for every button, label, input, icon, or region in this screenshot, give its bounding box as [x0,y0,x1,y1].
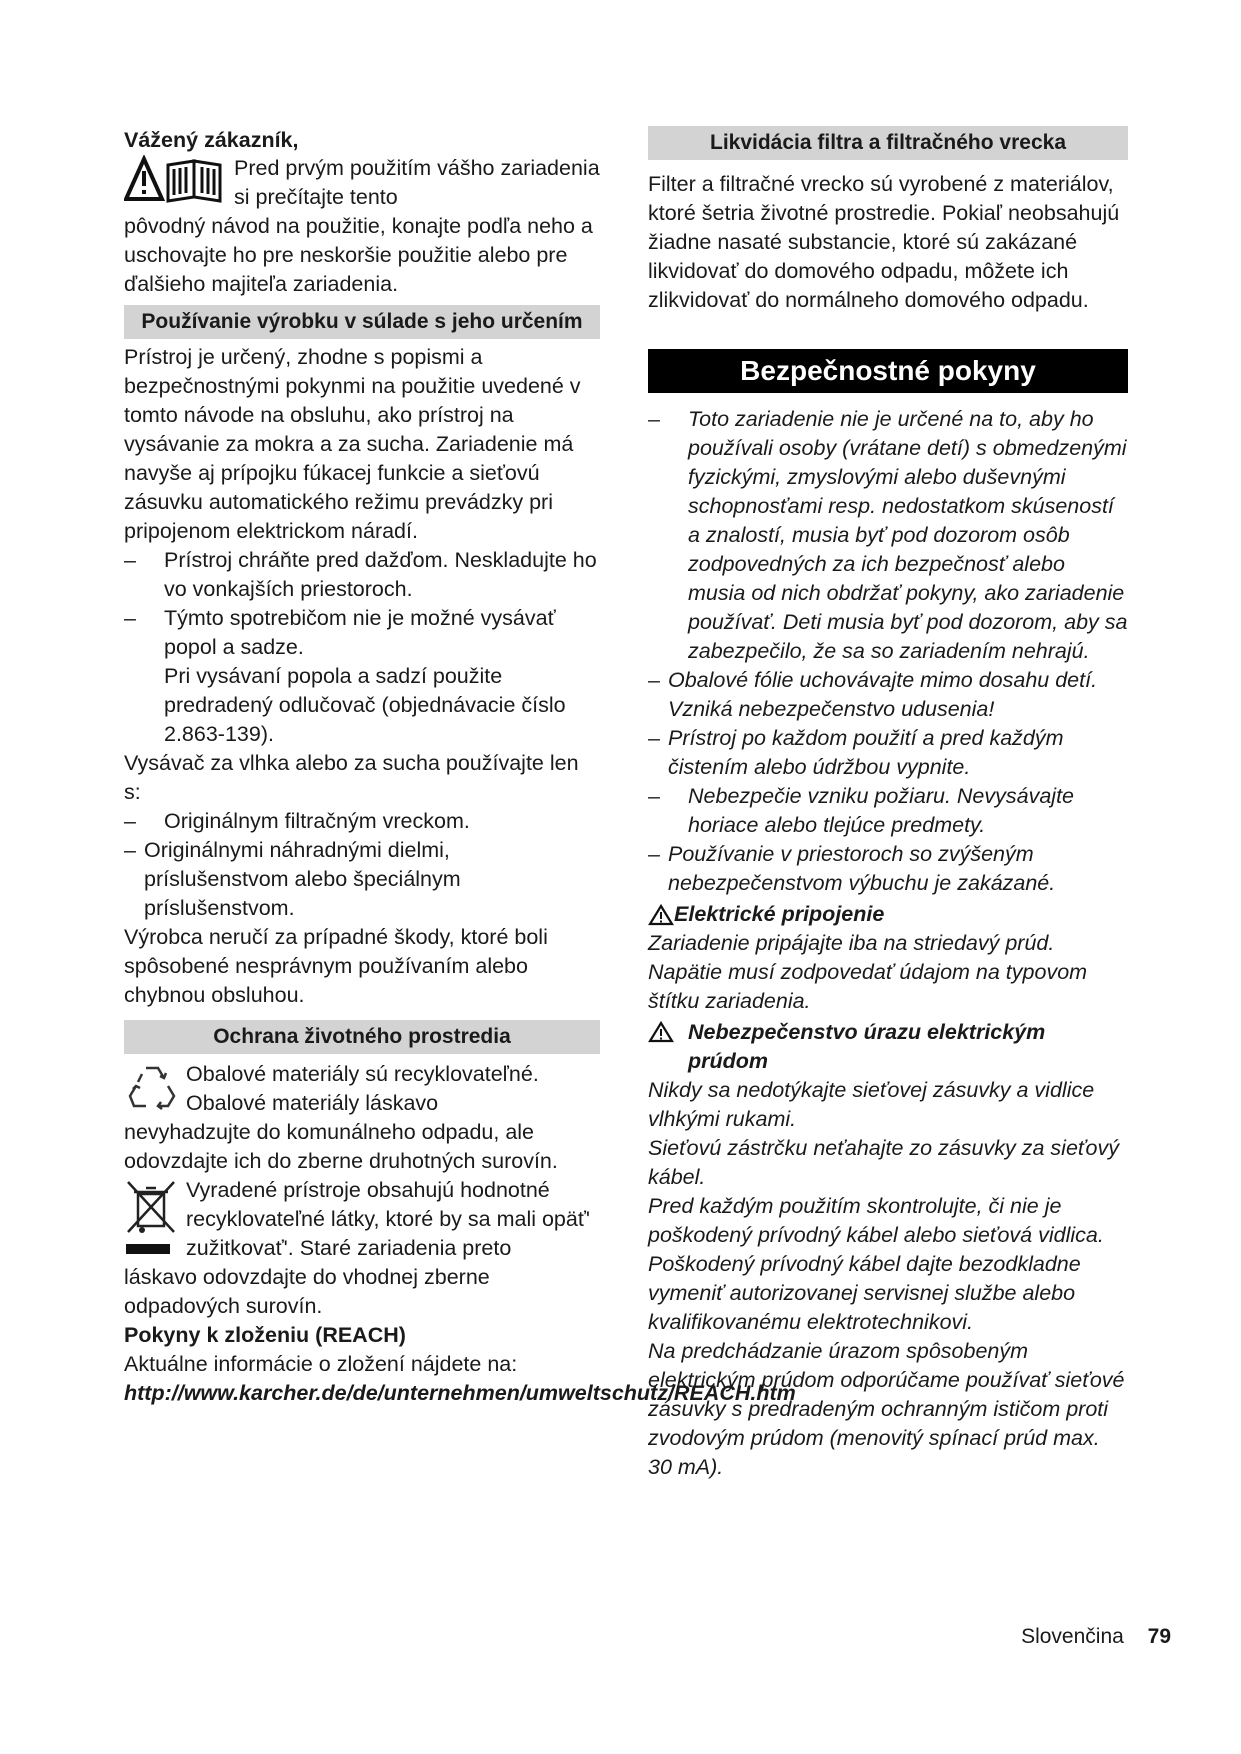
section-title-intended-use: Používanie výrobku v súlade s jeho určením [124,305,600,339]
warning-triangle-icon [648,904,674,926]
electrical-heading [648,900,1128,929]
shock-p2: Sieťovú zástrčku neťahajte zo zásuvky za sieťový kábel. [648,1136,1119,1189]
safety-item [648,724,1128,782]
list-dash: – [648,668,660,692]
right-column [648,126,1128,1482]
safety-item [648,782,1128,840]
section-title-environment: Ochrana životného prostredia [124,1020,600,1054]
list-item-extra: Pri vysávaní popola a sadzí použite predradený odlučovač (objednávacie číslo 2.863-139). [164,664,566,746]
crossed-bin-icon [124,1176,180,1260]
shock-p4: Na predchádzanie úrazom spôsobeným elektrickým prúdom odporúčame používať sieťové zásuvky s predradeným ochranným ističom proti zvodovým prúdom (menovitý spínací prúd max. 30 mA). [648,1339,1125,1479]
intended-use-paragraph: Prístroj je určený, zhodne s popismi a bezpečnostnými pokynmi na použitie uvedené v tomto návode na obsluhu, ako prístroj na vysávanie za mokra a za sucha. Zariadenie má navyše aj prípojku fúkacej funkcie a sieťovú zásuvku automatického režimu prevádzky pri pripojenom elektrickom náradí. [124,345,581,543]
shock-p3: Pred každým použitím skontrolujte, či nie je poškodený prívodný kábel alebo sieťová vidlica. Poškodený prívodný kábel dajte bezodkladne vymeniť autorizovanej servisnej službe alebo kvalifikovanému elektrotechnikovi. [648,1194,1104,1334]
electrical-p2: Napätie musí zodpovedať údajom na typovom štítku zariadenia. [648,960,1088,1013]
recycle-rest: nevyhadzujte do komunálneho odpadu, ale odovzdajte ich do zberne druhotných surovín. [124,1120,558,1173]
recycle-block [124,1060,600,1118]
list-item-text: Týmto spotrebičom nie je možné vysávať popol a sadze. [164,606,556,659]
list-dash: – [124,548,136,572]
list-dash: – [648,407,660,431]
shock-title: Nebezpečenstvo úrazu elektrickým prúdom [688,1020,1046,1073]
safety-item [648,666,1128,724]
safety-item-text: Nebezpečie vzniku požiaru. Nevysávajte horiace alebo tlejúce predmety. [688,784,1075,837]
list-item-text: Prístroj chráňte pred dažďom. Neskladujte ho vo vonkajších priestoroch. [164,548,597,601]
liability-paragraph: Výrobca neručí za prípadné škody, ktoré boli spôsobené nesprávnym používaním alebo chybnou obsluhou. [124,925,548,1007]
greeting: Vážený zákazník, [124,128,299,152]
reach-text: Aktuálne informácie o zložení nájdete na: [124,1352,518,1376]
reach-title: Pokyny k zloženiu (REACH) [124,1323,406,1347]
weee-text: Vyradené prístroje obsahujú hodnotné recyklovateľné látky, ktoré by sa mali opäť' zužitkovať'. Staré zariadenia preto [186,1178,591,1260]
intro-icon-text: Pred prvým použitím vášho zariadenia si prečítajte tento [234,156,600,209]
safety-item-text: Obalové fólie uchovávajte mimo dosahu detí. Vzniká nebezpečenstvo udusenia! [668,668,1098,721]
filter-disposal-text: Filter a filtračné vrecko sú vyrobené z materiálov, ktoré šetria životné prostredie. Pokiaľ neobsahujú žiadne nasaté substancie, ktoré sú zakázané likvidovať do domového odpadu, môžete ich zlikvidovať do normálneho domového odpadu. [648,172,1120,312]
page-number: 79 [1147,1625,1171,1648]
list-item-text: Originálnym filtračným vreckom. [164,809,470,833]
list-item [124,807,600,836]
page-footer [1021,1625,1171,1649]
list-dash: – [648,784,660,808]
safety-heading: Bezpečnostné pokyny [648,349,1128,393]
usage-paragraph: Vysávač za vlhka alebo za sucha používajte len s: [124,751,579,804]
safety-item-text: Prístroj po každom použití a pred každým čistením alebo údržbou vypnite. [668,726,1064,779]
weee-block [124,1176,600,1263]
electrical-title: Elektrické pripojenie [674,902,885,926]
safety-item-text: Používanie v priestoroch so zvýšeným nebezpečenstvom výbuchu je zakázané. [668,842,1056,895]
list-dash: – [124,838,136,862]
safety-item-text: Toto zariadenie nie je určené na to, aby ho používali osoby (vrátane detí) s obmedzenými fyzickými, zmyslovými alebo duševnými schopnosťami resp. nedostatkom skúseností a znalostí, musia byť pod dozorom osôb zodpovedných za ich bezpečnosť alebo musia od nich obdržať pokyny, ako zariadenie používať. Deti musia byť pod dozorom, aby sa zabezpečilo, že sa so zariadením nehrajú. [688,407,1128,663]
intro-rest: pôvodný návod na použitie, konajte podľa neho a uschovajte ho pre neskoršie použitie alebo pre ďalšieho majiteľa zariadenia. [124,214,593,296]
intro-block [124,155,600,212]
list-item [124,836,600,923]
list-item [124,604,600,662]
recycling-icon [124,1060,180,1116]
section-title-filter-disposal: Likvidácia filtra a filtračného vrecka [648,126,1128,160]
safety-item [648,840,1128,898]
list-item-text: Originálnymi náhradnými dielmi, príslušenstvom alebo špeciálnym príslušenstvom. [144,838,461,920]
warning-manual-icon [124,155,228,205]
recycle-text: Obalové materiály sú recyklovateľné. Obalové materiály láskavo [186,1062,539,1115]
weee-rest: láskavo odovzdajte do vhodnej zberne odpadových surovín. [124,1265,490,1318]
list-dash: – [648,842,660,866]
warning-triangle-icon [648,1018,688,1043]
electrical-p1: Zariadenie pripájajte iba na striedavý prúd. [648,931,1055,955]
shock-p1: Nikdy sa nedotýkajte sieťovej zásuvky a vidlice vlhkými rukami. [648,1078,1095,1131]
list-dash: – [648,726,660,750]
shock-heading [648,1018,1128,1076]
reach-link[interactable]: http://www.karcher.de/de/unternehmen/umweltschutz/REACH.htm [124,1381,796,1405]
list-dash: – [124,606,136,630]
list-item [124,546,600,604]
list-dash: – [124,809,136,833]
safety-item [648,405,1128,666]
footer-language: Slovenčina [1021,1625,1124,1648]
